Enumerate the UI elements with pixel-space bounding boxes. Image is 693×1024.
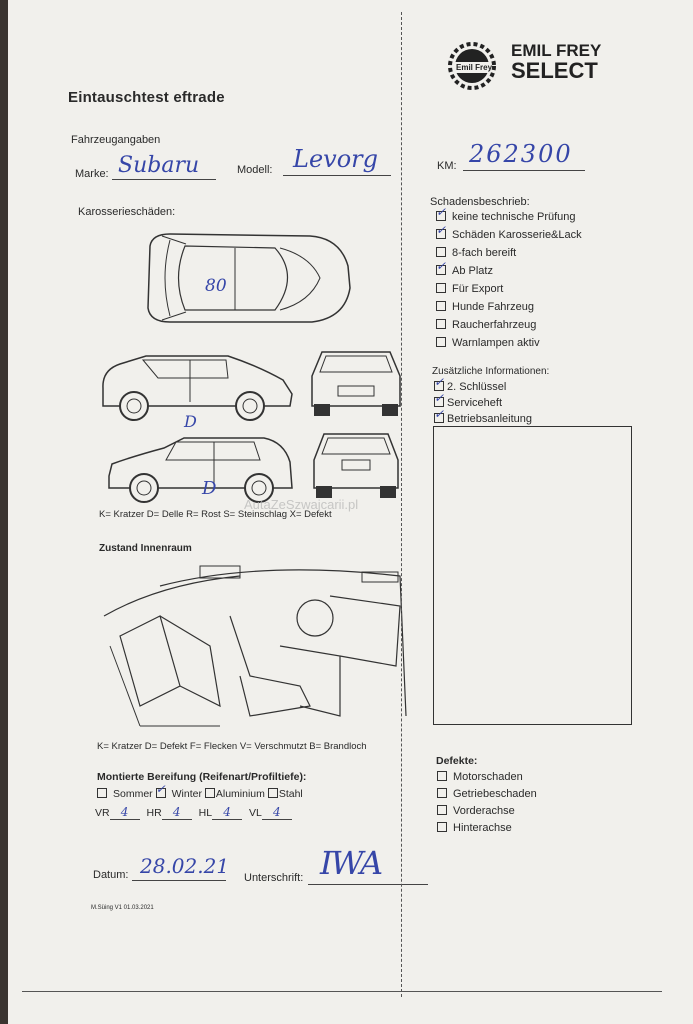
checkbox[interactable] xyxy=(437,771,447,781)
extra-item[interactable]: ✓2. Schlüssel xyxy=(434,381,532,397)
checkbox[interactable] xyxy=(437,788,447,798)
tire-pos-vl: VL 4 xyxy=(249,807,292,819)
damage-item[interactable]: Hunde Fahrzeug xyxy=(436,301,582,319)
car-rear-view-diagram xyxy=(310,430,402,500)
form-title: Eintauschtest eftrade xyxy=(68,89,225,106)
checkbox[interactable] xyxy=(436,319,446,329)
interior-heading: Zustand Innenraum xyxy=(99,543,192,554)
damage-item[interactable]: ✓keine technische Prüfung xyxy=(436,211,582,229)
tire-option-aluminium[interactable]: Aluminium xyxy=(205,788,265,800)
date-value: 28.02.21 xyxy=(140,854,230,878)
checkbox[interactable] xyxy=(436,301,446,311)
tire-pos-hr: HR 4 xyxy=(147,807,192,819)
bottom-rule xyxy=(22,991,662,992)
summer-checkbox[interactable] xyxy=(97,788,107,798)
tire-pos-hl: HL 4 xyxy=(199,807,242,819)
car-top-view-diagram xyxy=(140,226,355,331)
defect-item[interactable]: Hinterachse xyxy=(437,822,537,839)
tire-option-summer[interactable]: Sommer xyxy=(97,788,153,800)
checkbox[interactable] xyxy=(436,229,446,239)
km-value: 262300 xyxy=(469,140,573,168)
damage-item[interactable]: ✓Ab Platz xyxy=(436,265,582,283)
winter-checkbox[interactable] xyxy=(156,788,166,798)
watermark-text: AutaZeSzwajcarii.pl xyxy=(244,497,359,512)
checkbox[interactable] xyxy=(436,265,446,275)
car-right-side-diagram xyxy=(104,432,296,504)
logo-line2: SELECT xyxy=(511,58,598,83)
checkbox[interactable] xyxy=(437,805,447,815)
top-view-damage-mark: 80 xyxy=(205,276,227,296)
defect-item[interactable]: Getriebeschaden xyxy=(437,788,537,805)
date-field[interactable] xyxy=(132,854,230,881)
checkbox[interactable] xyxy=(436,337,446,347)
checkbox[interactable] xyxy=(434,381,444,391)
damage-item[interactable]: Raucherfahrzeug xyxy=(436,319,582,337)
checkbox[interactable] xyxy=(436,211,446,221)
damage-desc-list xyxy=(436,211,582,355)
damage-desc-heading: Schadensbeschrieb: xyxy=(430,196,530,208)
stahl-checkbox[interactable] xyxy=(268,788,278,798)
km-label: KM: xyxy=(437,160,457,172)
emil-frey-logo xyxy=(446,40,498,97)
form-version: M.Süing V1 01.03.2021 xyxy=(91,905,154,911)
checkbox[interactable] xyxy=(434,413,444,423)
make-field xyxy=(112,155,216,180)
car-left-side-diagram xyxy=(98,350,298,422)
damage-item[interactable]: Warnlampen aktiv xyxy=(436,337,582,355)
signature-label: Unterschrift: xyxy=(244,872,304,884)
damage-item[interactable]: Für Export xyxy=(436,283,582,301)
signature-value: IWA xyxy=(320,844,382,882)
vl-value[interactable]: 4 xyxy=(262,805,292,820)
logo-line1: EMIL FREY xyxy=(511,41,602,60)
damage-item[interactable]: ✓Schäden Karosserie&Lack xyxy=(436,229,582,247)
tire-depths xyxy=(95,805,292,820)
body-damage-legend: K= Kratzer D= Delle R= Rost S= Steinschlag X= Defekt xyxy=(99,509,332,520)
hr-value[interactable]: 4 xyxy=(162,805,192,820)
checkbox[interactable] xyxy=(436,247,446,257)
date-label: Datum: xyxy=(93,869,129,881)
model-field xyxy=(283,145,391,176)
make-label: Marke: xyxy=(75,168,109,180)
extra-item[interactable]: ✓Serviceheft xyxy=(434,397,532,413)
interior-diagram xyxy=(100,556,412,736)
signature-field[interactable] xyxy=(308,842,428,885)
tire-pos-vr: VR 4 xyxy=(95,807,140,819)
notes-box[interactable] xyxy=(433,426,632,725)
body-damage-heading: Karosserieschäden: xyxy=(78,206,176,218)
logo-badge-text: Emil Frey xyxy=(456,63,493,72)
make-value: Subaru xyxy=(118,153,200,178)
defect-item[interactable]: Motorschaden xyxy=(437,771,537,788)
tire-option-stahl[interactable]: Stahl xyxy=(268,788,303,800)
defect-item[interactable]: Vorderachse xyxy=(437,805,537,822)
defects-list xyxy=(437,771,537,839)
fold-divider xyxy=(401,12,402,997)
defects-heading: Defekte: xyxy=(436,755,478,767)
interior-legend: K= Kratzer D= Defekt F= Flecken V= Verschmutzt B= Brandloch xyxy=(97,741,367,752)
model-label: Modell: xyxy=(237,164,273,176)
checkbox[interactable] xyxy=(434,397,444,407)
hl-value[interactable]: 4 xyxy=(212,805,242,820)
side1-damage-mark: D xyxy=(184,412,197,431)
side2-damage-mark: D xyxy=(202,478,217,499)
extra-item[interactable]: ✓Betriebsanleitung xyxy=(434,413,532,429)
checkbox[interactable] xyxy=(436,283,446,293)
aluminium-checkbox[interactable] xyxy=(205,788,215,798)
tire-option-winter[interactable]: ✓ Winter xyxy=(156,788,202,800)
km-field xyxy=(463,140,585,171)
extra-info-list xyxy=(434,381,532,429)
model-value: Levorg xyxy=(293,145,378,173)
extra-info-heading: Zusätzliche Informationen: xyxy=(432,366,550,377)
car-front-view-diagram xyxy=(308,346,404,418)
checkbox[interactable] xyxy=(437,822,447,832)
tires-heading: Montierte Bereifung (Reifenart/Profiltiefe): xyxy=(97,771,307,783)
tire-type-options xyxy=(97,788,303,800)
vehicle-section-heading: Fahrzeugangaben xyxy=(71,134,161,146)
damage-item[interactable]: 8-fach bereift xyxy=(436,247,582,265)
vr-value[interactable]: 4 xyxy=(110,805,140,820)
